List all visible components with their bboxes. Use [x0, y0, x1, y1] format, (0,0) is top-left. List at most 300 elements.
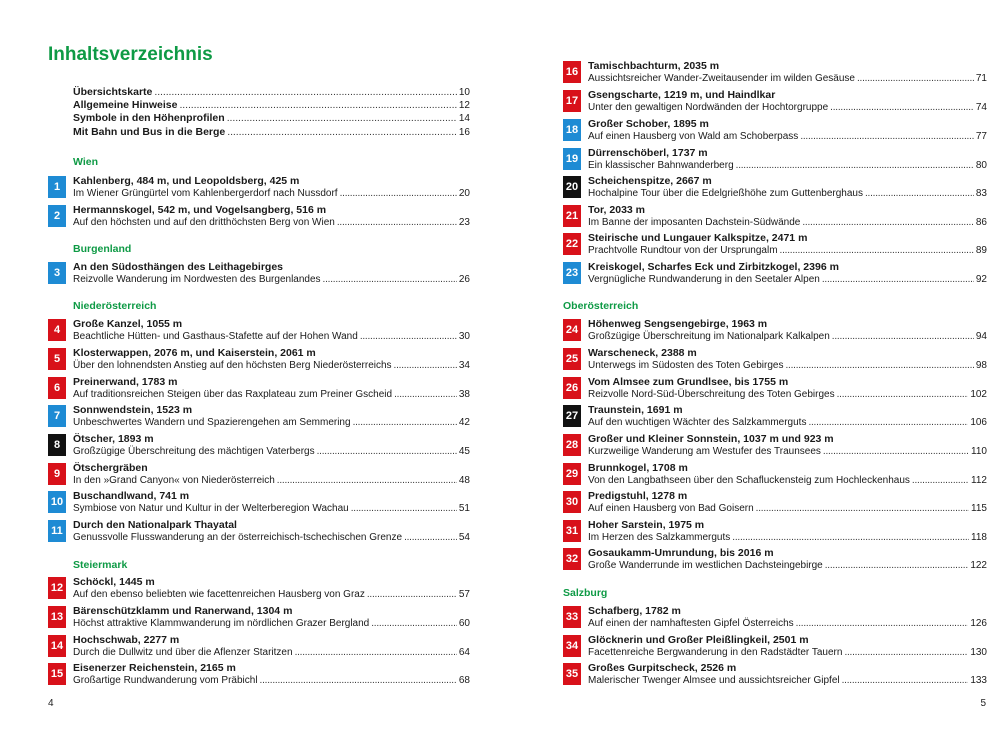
tour-description-line: [73, 589, 470, 602]
leader-dots: [260, 675, 457, 688]
tour-number-badge: 35: [563, 663, 581, 685]
toc-entry[interactable]: [48, 204, 470, 230]
section-heading-wien: Wien: [73, 156, 98, 168]
tour-description-line: [73, 389, 470, 402]
leader-dots: [842, 675, 969, 688]
tour-description-line: [588, 131, 987, 144]
tour-description-line: [588, 503, 987, 516]
tour-description: In den »Grand Canyon« von Niederösterreich: [73, 474, 275, 486]
page-title: Inhaltsverzeichnis: [48, 44, 213, 65]
tour-description: Unbeschwertes Wandern und Spazierengehen am Semmering: [73, 416, 351, 428]
entry-text: [588, 404, 987, 429]
page-number: 122: [970, 559, 987, 571]
tour-number-badge: 20: [563, 176, 581, 198]
tour-title: Gosaukamm-Umrundung, bis 2016 m: [588, 547, 774, 559]
page-number: 45: [458, 445, 470, 457]
tour-description-line: [73, 417, 470, 430]
toc-entry[interactable]: [563, 347, 987, 373]
toc-entry[interactable]: [563, 462, 987, 488]
toc-entry[interactable]: [563, 662, 987, 688]
tour-description-line: [588, 331, 987, 344]
intro-list: [73, 86, 470, 139]
tour-title: Tor, 2033 m: [588, 204, 646, 216]
entry-text: [73, 462, 470, 487]
toc-entry[interactable]: [48, 462, 470, 488]
tour-number-badge: 2: [48, 205, 66, 227]
section-heading-burgenland: Burgenland: [73, 243, 132, 255]
entry-text: [73, 175, 470, 200]
tour-description: Vergnügliche Rundwanderung in den Seetaler Alpen: [588, 273, 820, 285]
tour-number-badge: 8: [48, 434, 66, 456]
leader-dots: [844, 647, 968, 660]
tour-number-badge: 28: [563, 434, 581, 456]
leader-dots: [340, 188, 457, 201]
tour-number-badge: 25: [563, 348, 581, 370]
page-number: 54: [458, 531, 470, 543]
page-number: 60: [458, 617, 470, 629]
leader-dots: [802, 217, 974, 230]
page-number: 86: [975, 216, 987, 228]
tour-title: Eisenerzer Reichenstein, 2165 m: [73, 662, 236, 674]
page-number: 34: [458, 359, 470, 371]
tour-description: Auf traditionsreichen Steigen über das Raxplateau zum Preiner Gscheid: [73, 388, 393, 400]
entry-text: [588, 519, 987, 544]
entry-text: [588, 89, 987, 114]
tour-description: Hochalpine Tour über die Edelgrießhöhe zum Guttenberghaus: [588, 187, 863, 199]
section-heading-oberoesterreich: Oberösterreich: [563, 300, 639, 312]
tour-description-line: [73, 532, 470, 545]
tour-description-line: [588, 446, 987, 459]
tour-title: Gsengscharte, 1219 m, und Haindlkar: [588, 89, 776, 101]
toc-entry[interactable]: [48, 404, 470, 430]
toc-entry[interactable]: [563, 376, 987, 402]
leader-dots: [822, 274, 974, 287]
tour-title: Ötscher, 1893 m: [73, 433, 154, 445]
leader-dots: [227, 112, 457, 125]
tour-description: Auf einen Hausberg von Bad Goisern: [588, 502, 754, 514]
intro-item[interactable]: [73, 112, 470, 125]
toc-entry[interactable]: [563, 89, 987, 115]
intro-label: Übersichtskarte: [73, 86, 153, 98]
tour-description-line: [73, 217, 470, 230]
page-number-right: 5: [980, 698, 986, 709]
entry-text: [73, 576, 470, 601]
entry-text: [73, 490, 470, 515]
tour-number-badge: 12: [48, 577, 66, 599]
page-number: 71: [975, 72, 987, 84]
tour-title: Hochschwab, 2277 m: [73, 634, 180, 646]
tour-description: Unter den gewaltigen Nordwänden der Hochtorgruppe: [588, 101, 829, 113]
intro-item[interactable]: [73, 99, 470, 112]
tour-description-line: [588, 560, 987, 573]
tour-number-badge: 10: [48, 491, 66, 513]
tour-number-badge: 21: [563, 205, 581, 227]
tour-description-line: [588, 160, 987, 173]
tour-description: Symbiose von Natur und Kultur in der Welterberegion Wachau: [73, 502, 349, 514]
page-number: 12: [458, 100, 470, 112]
tour-description: Im Banne der imposanten Dachstein-Südwände: [588, 216, 801, 228]
tour-title: Brunnkogel, 1708 m: [588, 462, 688, 474]
page-number: 118: [971, 531, 987, 543]
tour-description: Genussvolle Flusswanderung an der österreichisch-tschechischen Grenze: [73, 531, 403, 543]
tour-description-line: [588, 417, 987, 430]
leader-dots: [277, 475, 457, 488]
tour-description: Auf den ebenso beliebten wie facettenreichen Hausberg von Graz: [73, 588, 365, 600]
tour-description: Von den Langbathseen über den Schafluckensteig zum Hochleckenhaus: [588, 474, 910, 486]
tour-title: Preinerwand, 1783 m: [73, 376, 178, 388]
page-number: 92: [975, 273, 987, 285]
tour-description-line: [73, 475, 470, 488]
tour-number-badge: 34: [563, 635, 581, 657]
leader-dots: [353, 417, 457, 430]
entry-text: [588, 634, 987, 659]
tour-title: Vom Almsee zum Grundlsee, bis 1755 m: [588, 376, 789, 388]
section-heading-salzburg: Salzburg: [563, 587, 608, 599]
tour-title: Dürrenschöberl, 1737 m: [588, 147, 708, 159]
entry-text: [588, 433, 987, 458]
tour-title: Bärenschützklamm und Ranerwand, 1304 m: [73, 605, 293, 617]
leader-dots: [912, 475, 969, 488]
tour-title: Steirische und Lungauer Kalkspitze, 2471 m: [588, 232, 808, 244]
page-number: 133: [970, 674, 987, 686]
entry-text: [588, 318, 987, 343]
tour-title: Kahlenberg, 484 m, und Leopoldsberg, 425 m: [73, 175, 300, 187]
leader-dots: [732, 532, 969, 545]
tour-number-badge: 24: [563, 319, 581, 341]
toc-entry[interactable]: [563, 318, 987, 344]
page-number: 94: [975, 330, 987, 342]
intro-label: Mit Bahn und Bus in die Berge: [73, 125, 226, 138]
tour-description-line: [588, 618, 987, 631]
tour-title: Großes Gurpitscheck, 2526 m: [588, 662, 737, 674]
page-number: 130: [970, 646, 987, 658]
leader-dots: [796, 618, 969, 631]
tour-number-badge: 5: [48, 348, 66, 370]
tour-description-line: [588, 647, 987, 660]
entry-text: [73, 204, 470, 229]
page-number: 74: [975, 101, 987, 113]
tour-description: Im Wiener Grüngürtel vom Kahlenbergerdorf nach Nussdorf: [73, 187, 338, 199]
leader-dots: [832, 331, 974, 344]
leader-dots: [317, 446, 457, 459]
tour-title: Durch den Nationalpark Thayatal: [73, 519, 237, 531]
tour-description-line: [588, 245, 987, 258]
page-number: 80: [975, 159, 987, 171]
entry-text: [73, 376, 470, 401]
tour-description: Aussichtsreicher Wander-Zweitausender im wilden Gesäuse: [588, 72, 855, 84]
page-number: 42: [458, 416, 470, 428]
tour-description-line: [588, 360, 987, 373]
entry-text: [588, 462, 987, 487]
toc-entry[interactable]: [48, 662, 470, 688]
entry-text: [588, 232, 987, 257]
entry-text: [588, 118, 987, 143]
page-number: 10: [458, 87, 470, 98]
entry-text: [588, 490, 987, 515]
page-number: 77: [975, 130, 987, 142]
leader-dots: [837, 389, 969, 402]
tour-number-badge: 23: [563, 262, 581, 284]
tour-title: Großer Schober, 1895 m: [588, 118, 709, 130]
tour-description: Facettenreiche Bergwanderung in den Radstädter Tauern: [588, 646, 843, 658]
toc-entry[interactable]: [563, 261, 987, 287]
page-number: 89: [975, 244, 987, 256]
tour-title: Buschandlwand, 741 m: [73, 490, 190, 502]
toc-entry[interactable]: [48, 634, 470, 660]
tour-description-line: [73, 446, 470, 459]
entry-text: [73, 404, 470, 429]
page-number: 23: [458, 216, 470, 228]
tour-description-line: [73, 503, 470, 516]
tour-description: Ein klassischer Bahnwanderberg: [588, 159, 734, 171]
toc-entry[interactable]: [563, 232, 987, 258]
toc-entry[interactable]: [48, 261, 470, 287]
entry-text: [73, 347, 470, 372]
page-number: 115: [971, 502, 987, 514]
tour-description-line: [588, 675, 987, 688]
leader-dots: [323, 274, 457, 287]
tour-description: Großartige Rundwanderung vom Präbichl: [73, 674, 258, 686]
tour-description: Höchst attraktive Klammwanderung im nördlichen Grazer Bergland: [73, 617, 370, 629]
right-page: [500, 0, 1000, 730]
page-number: 57: [458, 588, 470, 600]
leader-dots: [295, 647, 457, 660]
entry-text: [588, 261, 987, 286]
toc-entry[interactable]: [48, 576, 470, 602]
entry-text: [73, 318, 470, 343]
tour-title: Hermannskogel, 542 m, und Vogelsangberg, 516 m: [73, 204, 327, 216]
tour-description: Beachtliche Hütten- und Gasthaus-Stafette auf der Hohen Wand: [73, 330, 358, 342]
tour-description: Auf einen Hausberg von Wald am Schoberpass: [588, 130, 799, 142]
page-number: 51: [458, 502, 470, 514]
tour-description: Malerischer Twenger Almsee und aussichtsreicher Gipfel: [588, 674, 840, 686]
page-number: 106: [970, 416, 987, 428]
tour-title: Großer und Kleiner Sonnstein, 1037 m und 923 m: [588, 433, 834, 445]
tour-description-line: [588, 217, 987, 230]
toc-entry[interactable]: [563, 175, 987, 201]
toc-entry[interactable]: [48, 605, 470, 631]
toc-entry[interactable]: [563, 519, 987, 545]
leader-dots: [756, 503, 969, 516]
entry-text: [588, 376, 987, 401]
page-number: 20: [458, 187, 470, 199]
page-number: 112: [971, 474, 987, 486]
tour-title: Kreiskogel, Scharfes Eck und Zirbitzkogel, 2396 m: [588, 261, 839, 273]
tour-description-line: [73, 331, 470, 344]
toc-entry[interactable]: [48, 376, 470, 402]
page-number: 68: [458, 674, 470, 686]
entry-text: [73, 634, 470, 659]
toc-entry[interactable]: [563, 118, 987, 144]
entry-text: [588, 204, 987, 229]
tour-description-line: [588, 389, 987, 402]
section-heading-niederoesterreich: Niederösterreich: [73, 300, 157, 312]
tour-description-line: [588, 475, 987, 488]
tour-number-badge: 11: [48, 520, 66, 542]
tour-number-badge: 1: [48, 176, 66, 198]
toc-entry[interactable]: [48, 433, 470, 459]
tour-description-line: [73, 274, 470, 287]
tour-title: Traunstein, 1691 m: [588, 404, 683, 416]
page-number: 16: [458, 126, 470, 138]
tour-number-badge: 17: [563, 90, 581, 112]
entry-text: [73, 519, 470, 544]
tour-description-line: [73, 675, 470, 688]
intro-item[interactable]: [73, 86, 470, 99]
tour-number-badge: 4: [48, 319, 66, 341]
leader-dots: [865, 188, 974, 201]
tour-description: Über den lohnendsten Anstieg auf den höchsten Berg Niederösterreichs: [73, 359, 392, 371]
tour-number-badge: 13: [48, 606, 66, 628]
tour-title: Hoher Sarstein, 1975 m: [588, 519, 705, 531]
leader-dots: [857, 73, 974, 86]
page-number: 126: [970, 617, 987, 629]
tour-description-line: [588, 102, 987, 115]
toc-entry[interactable]: [563, 490, 987, 516]
tour-number-badge: 30: [563, 491, 581, 513]
intro-label: Symbole in den Höhenprofilen: [73, 112, 225, 125]
leader-dots: [780, 245, 974, 258]
toc-entry[interactable]: [48, 490, 470, 516]
intro-item[interactable]: [73, 126, 470, 139]
tour-description: Auf einen der namhaftesten Gipfel Österreichs: [588, 617, 794, 629]
leader-dots: [800, 131, 974, 144]
entry-text: [73, 605, 470, 630]
leader-dots: [394, 389, 457, 402]
page-number: 38: [458, 388, 470, 400]
toc-entry[interactable]: [48, 318, 470, 344]
tour-number-badge: 31: [563, 520, 581, 542]
page-number: 26: [458, 273, 470, 285]
toc-entry[interactable]: [563, 605, 987, 631]
page-number-left: 4: [48, 698, 54, 709]
tour-number-badge: 33: [563, 606, 581, 628]
toc-entry[interactable]: [563, 60, 987, 86]
entry-text: [588, 347, 987, 372]
tour-number-badge: 6: [48, 377, 66, 399]
page-number: 64: [458, 646, 470, 658]
tour-number-badge: 22: [563, 233, 581, 255]
tour-title: An den Südosthängen des Leithagebirges: [73, 261, 284, 273]
leader-dots: [830, 102, 974, 115]
tour-title: Schöckl, 1445 m: [73, 576, 155, 588]
toc-entry[interactable]: [563, 147, 987, 173]
leader-dots: [337, 217, 457, 230]
tour-description: Durch die Dullwitz und über die Aflenzer Staritzen: [73, 646, 293, 658]
tour-title: Ötschergräben: [73, 462, 148, 474]
leader-dots: [179, 99, 456, 112]
entry-text: [73, 261, 470, 286]
tour-description: Kurzweilige Wanderung am Westufer des Traunsees: [588, 445, 821, 457]
tour-title: Große Kanzel, 1055 m: [73, 318, 183, 330]
toc-entry[interactable]: [563, 404, 987, 430]
tour-title: Scheichenspitze, 2667 m: [588, 175, 712, 187]
tour-title: Schafberg, 1782 m: [588, 605, 681, 617]
tour-title: Glöcknerin und Großer Pleißlingkeil, 2501 m: [588, 634, 809, 646]
tour-description: Auf den wuchtigen Wächter des Salzkammerguts: [588, 416, 807, 428]
page-number: 98: [975, 359, 987, 371]
toc-entry[interactable]: [48, 347, 470, 373]
toc-entry[interactable]: [48, 175, 470, 201]
tour-number-badge: 32: [563, 548, 581, 570]
tour-description-line: [73, 618, 470, 631]
section-heading-steiermark: Steiermark: [73, 559, 128, 571]
entry-text: [588, 605, 987, 630]
tour-description: Unterwegs im Südosten des Toten Gebirges: [588, 359, 784, 371]
tour-number-badge: 9: [48, 463, 66, 485]
page-number: 48: [458, 474, 470, 486]
tour-title: Tamischbachturm, 2035 m: [588, 60, 720, 72]
entry-text: [588, 175, 987, 200]
tour-number-badge: 19: [563, 148, 581, 170]
tour-description: Reizvolle Wanderung im Nordwesten des Burgenlandes: [73, 273, 321, 285]
tour-number-badge: 3: [48, 262, 66, 284]
toc-entry[interactable]: [563, 634, 987, 660]
entry-text: [588, 147, 987, 172]
leader-dots: [227, 126, 457, 139]
entry-text: [73, 662, 470, 687]
entry-text: [588, 60, 987, 85]
tour-description-line: [588, 188, 987, 201]
tour-description-line: [588, 532, 987, 545]
tour-number-badge: 7: [48, 405, 66, 427]
tour-description: Reizvolle Nord-Süd-Überschreitung des Toten Gebirges: [588, 388, 835, 400]
tour-description: Prachtvolle Rundtour von der Ursprungalm: [588, 244, 778, 256]
entry-text: [588, 662, 987, 687]
tour-description: Große Wanderrunde im westlichen Dachsteingebirge: [588, 559, 823, 571]
tour-title: Sonnwendstein, 1523 m: [73, 404, 193, 416]
page-number: 14: [458, 113, 470, 125]
leader-dots: [404, 532, 457, 545]
leader-dots: [785, 360, 973, 373]
leader-dots: [823, 446, 969, 459]
toc-entry[interactable]: [48, 519, 470, 545]
page-number: 83: [975, 187, 987, 199]
entry-text: [73, 433, 470, 458]
leader-dots: [351, 503, 457, 516]
leader-dots: [360, 331, 457, 344]
tour-number-badge: 26: [563, 377, 581, 399]
entry-text: [588, 547, 987, 572]
page-number: 102: [970, 388, 987, 400]
tour-title: Höhenweg Sengsengebirge, 1963 m: [588, 318, 768, 330]
tour-description: Großzügige Überschreitung des mächtigen Vaterbergs: [73, 445, 315, 457]
tour-description: Großzügige Überschreitung im Nationalpark Kalkalpen: [588, 330, 830, 342]
tour-description-line: [73, 360, 470, 373]
tour-number-badge: 29: [563, 463, 581, 485]
tour-title: Klosterwappen, 2076 m, und Kaiserstein, 2061 m: [73, 347, 316, 359]
tour-title: Warscheneck, 2388 m: [588, 347, 697, 359]
tour-number-badge: 14: [48, 635, 66, 657]
toc-entry[interactable]: [563, 433, 987, 459]
tour-number-badge: 16: [563, 61, 581, 83]
leader-dots: [367, 589, 457, 602]
tour-description-line: [588, 73, 987, 86]
tour-description-line: [588, 274, 987, 287]
tour-title: Predigstuhl, 1278 m: [588, 490, 688, 502]
leader-dots: [394, 360, 457, 373]
toc-entry[interactable]: [563, 547, 987, 573]
tour-description-line: [73, 647, 470, 660]
leader-dots: [371, 618, 457, 631]
page-number: 110: [971, 445, 987, 457]
toc-entry[interactable]: [563, 204, 987, 230]
leader-dots: [736, 160, 974, 173]
tour-number-badge: 27: [563, 405, 581, 427]
tour-number-badge: 18: [563, 119, 581, 141]
tour-description: Auf den höchsten und auf den dritthöchsten Berg von Wien: [73, 216, 335, 228]
tour-number-badge: 15: [48, 663, 66, 685]
